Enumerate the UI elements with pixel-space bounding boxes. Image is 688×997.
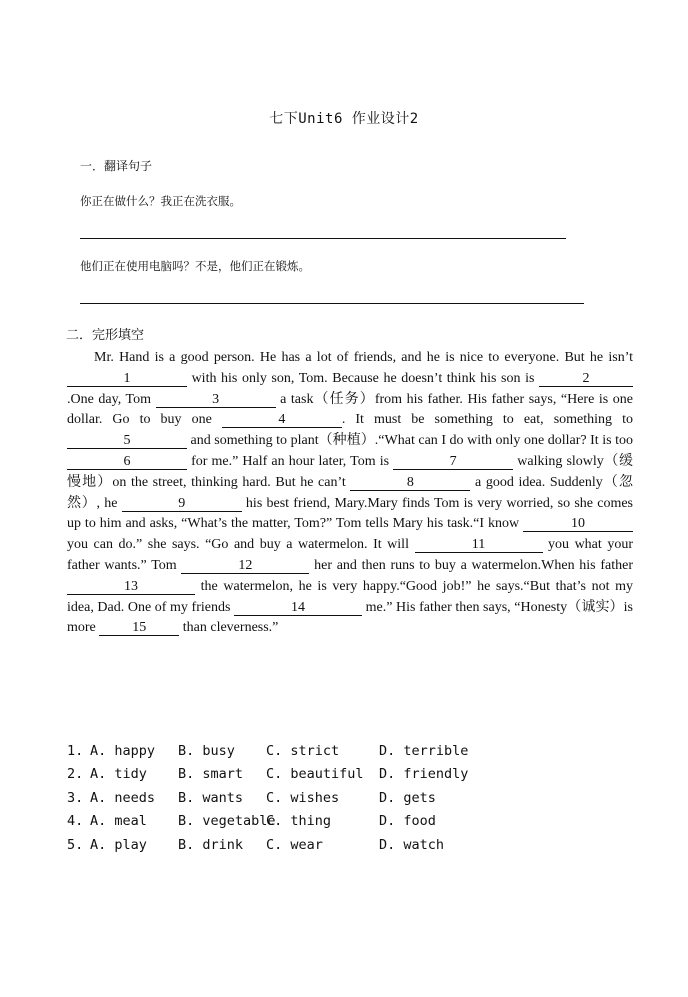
option-a[interactable]: A. happy [90, 743, 156, 759]
passage-text: . It must be something to eat, something to [341, 412, 633, 428]
cloze-blank-6[interactable]: 6 [67, 454, 187, 470]
option-c[interactable]: C. wishes [266, 789, 340, 806]
option-row [67, 810, 436, 833]
option-a[interactable]: A. meal [90, 813, 147, 830]
option-row [67, 834, 445, 857]
passage-text: a task（任务）from his father. His father says, “Here is one dollar. Go to buy one [67, 391, 633, 428]
cloze-blank-12[interactable]: 12 [181, 558, 309, 574]
passage-text: Mr. Hand is a good person. He has a lot of friends, and he is nice to everyone. But he isn’t [94, 350, 633, 365]
page-title: 七下Unit6 作业设计2 [269, 111, 419, 127]
cloze-blank-5[interactable]: 5 [67, 433, 187, 449]
passage-text: his best friend, Mary.Mary finds Tom is very worried, so she comes up to him and asks, “What’s the matter, Tom?” Tom tells Mary his task.“I know [67, 495, 633, 532]
option-a[interactable]: A. needs [90, 789, 156, 806]
cloze-blank-2[interactable]: 2 [539, 371, 633, 387]
passage-text: with his only son, Tom. Because he doesn’t think his son is [187, 370, 539, 386]
passage-text: and something to plant（种植）.“What can I do with only one dollar? It is too [187, 433, 633, 449]
cloze-blank-11[interactable]: 11 [415, 537, 543, 553]
option-c[interactable]: C. thing [266, 813, 332, 830]
option-d[interactable]: D. gets [379, 789, 436, 806]
option-d[interactable]: D. food [379, 813, 436, 830]
passage-text: than cleverness.” [179, 620, 279, 636]
option-number: 2. [67, 766, 84, 783]
option-number: 5. [67, 836, 84, 853]
cloze-passage [67, 348, 633, 639]
answer-line-2[interactable] [80, 303, 584, 304]
option-c[interactable]: C. strict [266, 743, 340, 759]
section-1-heading: 一．翻译句子 [80, 159, 153, 173]
passage-text: me.” His father then says, “Honesty（诚实）is more [67, 599, 633, 636]
passage-text: you can do.” she says. “Go and buy a watermelon. It will [67, 537, 415, 553]
option-a[interactable]: A. tidy [90, 766, 147, 783]
option-d[interactable]: D. watch [379, 836, 445, 853]
passage-text: her and then runs to buy a watermelon.When his father [309, 557, 633, 573]
cloze-blank-3[interactable]: 3 [156, 392, 276, 408]
option-c[interactable]: C. beautiful [266, 766, 364, 783]
option-b[interactable]: B. vegetable [178, 813, 276, 830]
passage-text: you what your father wants.” Tom [67, 537, 633, 573]
passage-text: .One day, Tom [67, 391, 156, 407]
option-number: 4. [67, 813, 84, 830]
passage-text: walking slowly（缓慢地）on the street, thinking hard. But he can’t [67, 453, 633, 490]
option-d[interactable]: D. friendly [379, 766, 469, 783]
option-row [67, 787, 436, 810]
translate-question-2: 他们正在使用电脑吗？不是，他们正在锻炼。 [80, 259, 310, 273]
option-b[interactable]: B. busy [178, 743, 235, 759]
passage-text: the watermelon, he is very happy.“Good job!” he says.“But that’s not my idea, Dad. One of my friends [67, 578, 633, 615]
option-c[interactable]: C. wear [266, 836, 323, 853]
option-a[interactable]: A. play [90, 836, 147, 853]
option-b[interactable]: B. drink [178, 836, 244, 853]
translate-question-1: 你正在做什么？我正在洗衣服。 [80, 194, 241, 208]
cloze-blank-10[interactable]: 10 [523, 516, 633, 532]
cloze-blank-8[interactable]: 8 [350, 475, 470, 491]
option-row [67, 763, 469, 786]
cloze-blank-1[interactable]: 1 [67, 371, 187, 387]
option-number: 1. [67, 743, 84, 759]
cloze-blank-7[interactable]: 7 [393, 454, 513, 470]
cloze-blank-9[interactable]: 9 [122, 496, 242, 512]
cloze-blank-13[interactable]: 13 [67, 579, 195, 595]
answer-line-1[interactable] [80, 238, 566, 239]
option-b[interactable]: B. smart [178, 766, 244, 783]
cloze-blank-14[interactable]: 14 [234, 600, 362, 616]
section-2-heading: 二．完形填空 [66, 328, 145, 343]
option-number: 3. [67, 789, 84, 806]
cloze-blank-4[interactable]: 4 [222, 412, 342, 428]
passage-text: a good idea. Suddenly（忽然）, he [67, 474, 633, 511]
cloze-blank-15[interactable]: 15 [99, 620, 179, 636]
option-d[interactable]: D. terrible [379, 743, 469, 759]
answer-options [67, 740, 469, 857]
option-row [67, 740, 469, 763]
option-b[interactable]: B. wants [178, 789, 244, 806]
passage-text: for me.” Half an hour later, Tom is [187, 453, 394, 469]
